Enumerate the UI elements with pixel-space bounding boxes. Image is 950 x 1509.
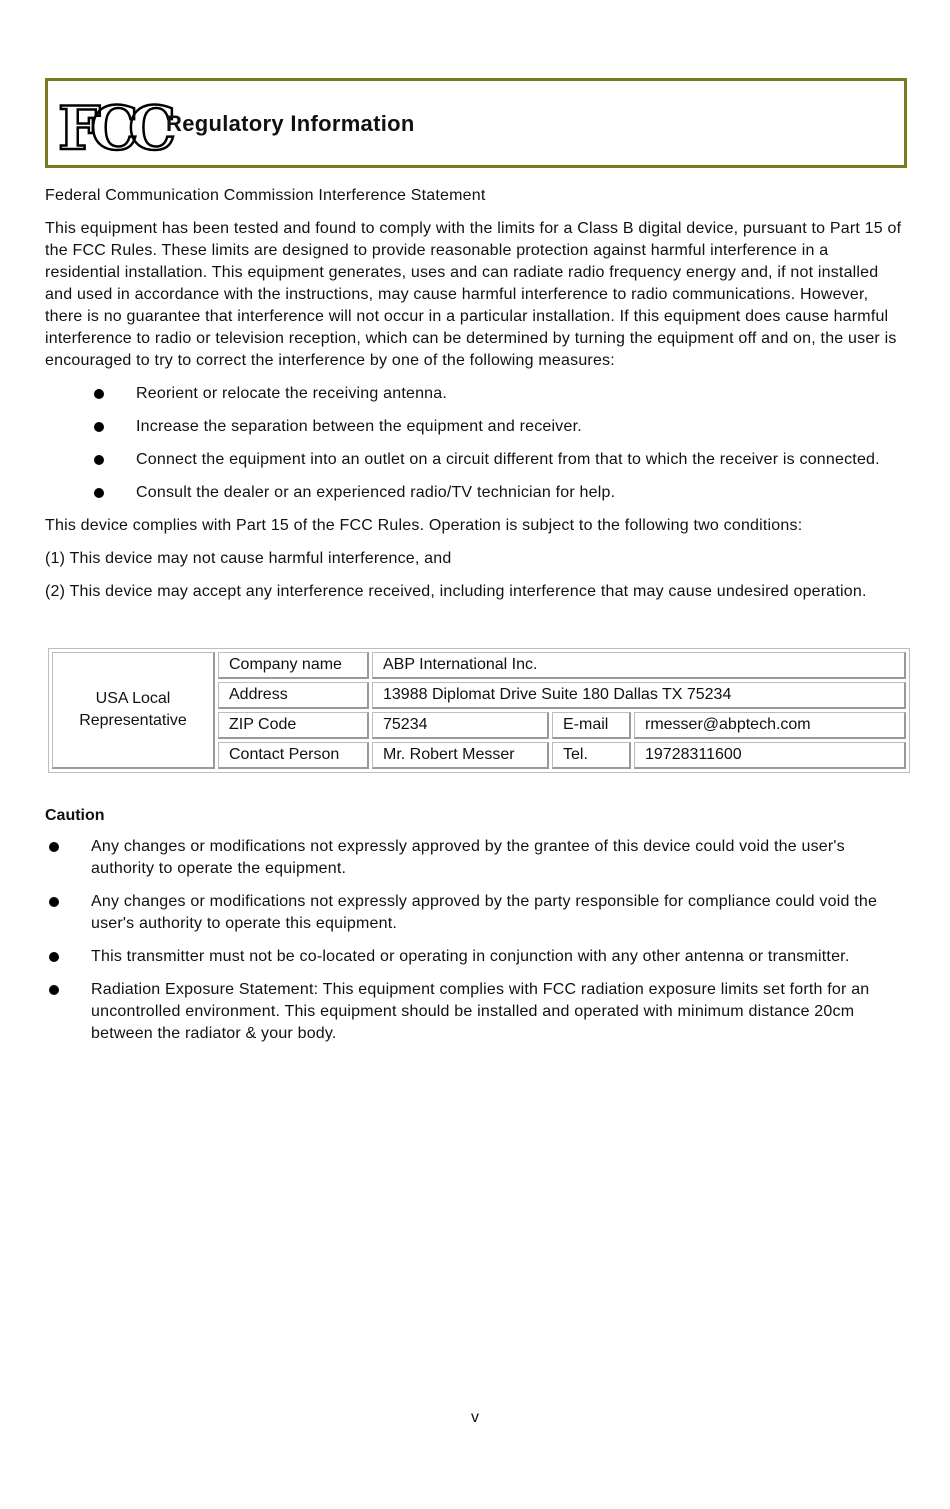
bullet-icon	[49, 985, 59, 995]
tel-label: Tel.	[552, 742, 631, 769]
bullet-icon	[94, 389, 104, 399]
representative-table	[48, 648, 910, 773]
list-item-text: Reorient or relocate the receiving antenna.	[136, 385, 448, 402]
list-item	[45, 979, 907, 1045]
address-value: 13988 Diplomat Drive Suite 180 Dallas TX 75234	[372, 682, 906, 709]
list-item-text: Consult the dealer or an experienced radio/TV technician for help.	[136, 484, 616, 501]
caution-list	[45, 836, 907, 1045]
bullet-icon	[94, 455, 104, 465]
condition-2: (2) This device may accept any interference received, including interference that may cause undesired operation.	[45, 583, 867, 600]
bullet-icon	[94, 422, 104, 432]
contact-value: Mr. Robert Messer	[372, 742, 549, 769]
list-item	[45, 891, 907, 935]
email-value: rmesser@abptech.com	[634, 712, 906, 739]
compliance-text: This device complies with Part 15 of the FCC Rules. Operation is subject to the following two conditions:	[45, 517, 803, 534]
fcc-logo	[56, 91, 167, 164]
list-item	[45, 946, 907, 968]
measures-list	[45, 383, 907, 504]
company-value: ABP International Inc.	[372, 652, 906, 679]
tel-value: 19728311600	[634, 742, 906, 769]
fcc-logo-text: FCC	[58, 94, 167, 164]
list-item-text: Radiation Exposure Statement: This equipment complies with FCC radiation exposure limits set forth for an uncontrolled environment. This equipment should be installed and operated with minimum distance 20cm between the radiator & your body.	[91, 981, 870, 1042]
rep-label: USA Local Representative	[52, 652, 215, 769]
bullet-icon	[49, 897, 59, 907]
table-row	[52, 652, 906, 679]
zip-value: 75234	[372, 712, 549, 739]
email-label: E-mail	[552, 712, 631, 739]
list-item-text: Any changes or modifications not expressly approved by the grantee of this device could void the user's authority to operate the equipment.	[91, 838, 845, 877]
document-page	[45, 78, 907, 1045]
caution-heading: Caution	[45, 807, 105, 824]
condition-1: (1) This device may not cause harmful interference, and	[45, 550, 452, 567]
list-item	[45, 836, 907, 880]
statement-body: This equipment has been tested and found to comply with the limits for a Class B digital device, pursuant to Part 15 of the FCC Rules. These limits are designed to provide reasonable protection against harmful interference in a residential installation. This equipment generates, uses and can radiate radio frequency energy and, if not installed and used in accordance with the instructions, may cause harmful interference to radio communications. However, there is no guarantee that interference will not occur in a particular installation. If this equipment does cause harmful interference to radio or television reception, which can be determined by turning the equipment off and on, the user is encouraged to try to correct the interference by one of the following measures:	[45, 220, 902, 369]
list-item-text: Connect the equipment into an outlet on a circuit different from that to which the receiver is connected.	[136, 451, 880, 468]
statement-title: Federal Communication Commission Interference Statement	[45, 187, 486, 204]
zip-label: ZIP Code	[218, 712, 369, 739]
list-item-text: This transmitter must not be co-located or operating in conjunction with any other antenna or transmitter.	[91, 948, 850, 965]
bullet-icon	[94, 488, 104, 498]
address-label: Address	[218, 682, 369, 709]
list-item-text: Any changes or modifications not expressly approved by the party responsible for compliance could void the user's authority to operate this equipment.	[91, 893, 878, 932]
page-number: v	[471, 1409, 479, 1426]
list-item	[45, 482, 907, 504]
contact-label: Contact Person	[218, 742, 369, 769]
header-box	[45, 78, 907, 168]
bullet-icon	[49, 842, 59, 852]
list-item	[45, 383, 907, 405]
list-item	[45, 416, 907, 438]
list-item-text: Increase the separation between the equipment and receiver.	[136, 418, 582, 435]
list-item	[45, 449, 907, 471]
page-title: Regulatory Information	[166, 111, 415, 136]
bullet-icon	[49, 952, 59, 962]
company-label: Company name	[218, 652, 369, 679]
